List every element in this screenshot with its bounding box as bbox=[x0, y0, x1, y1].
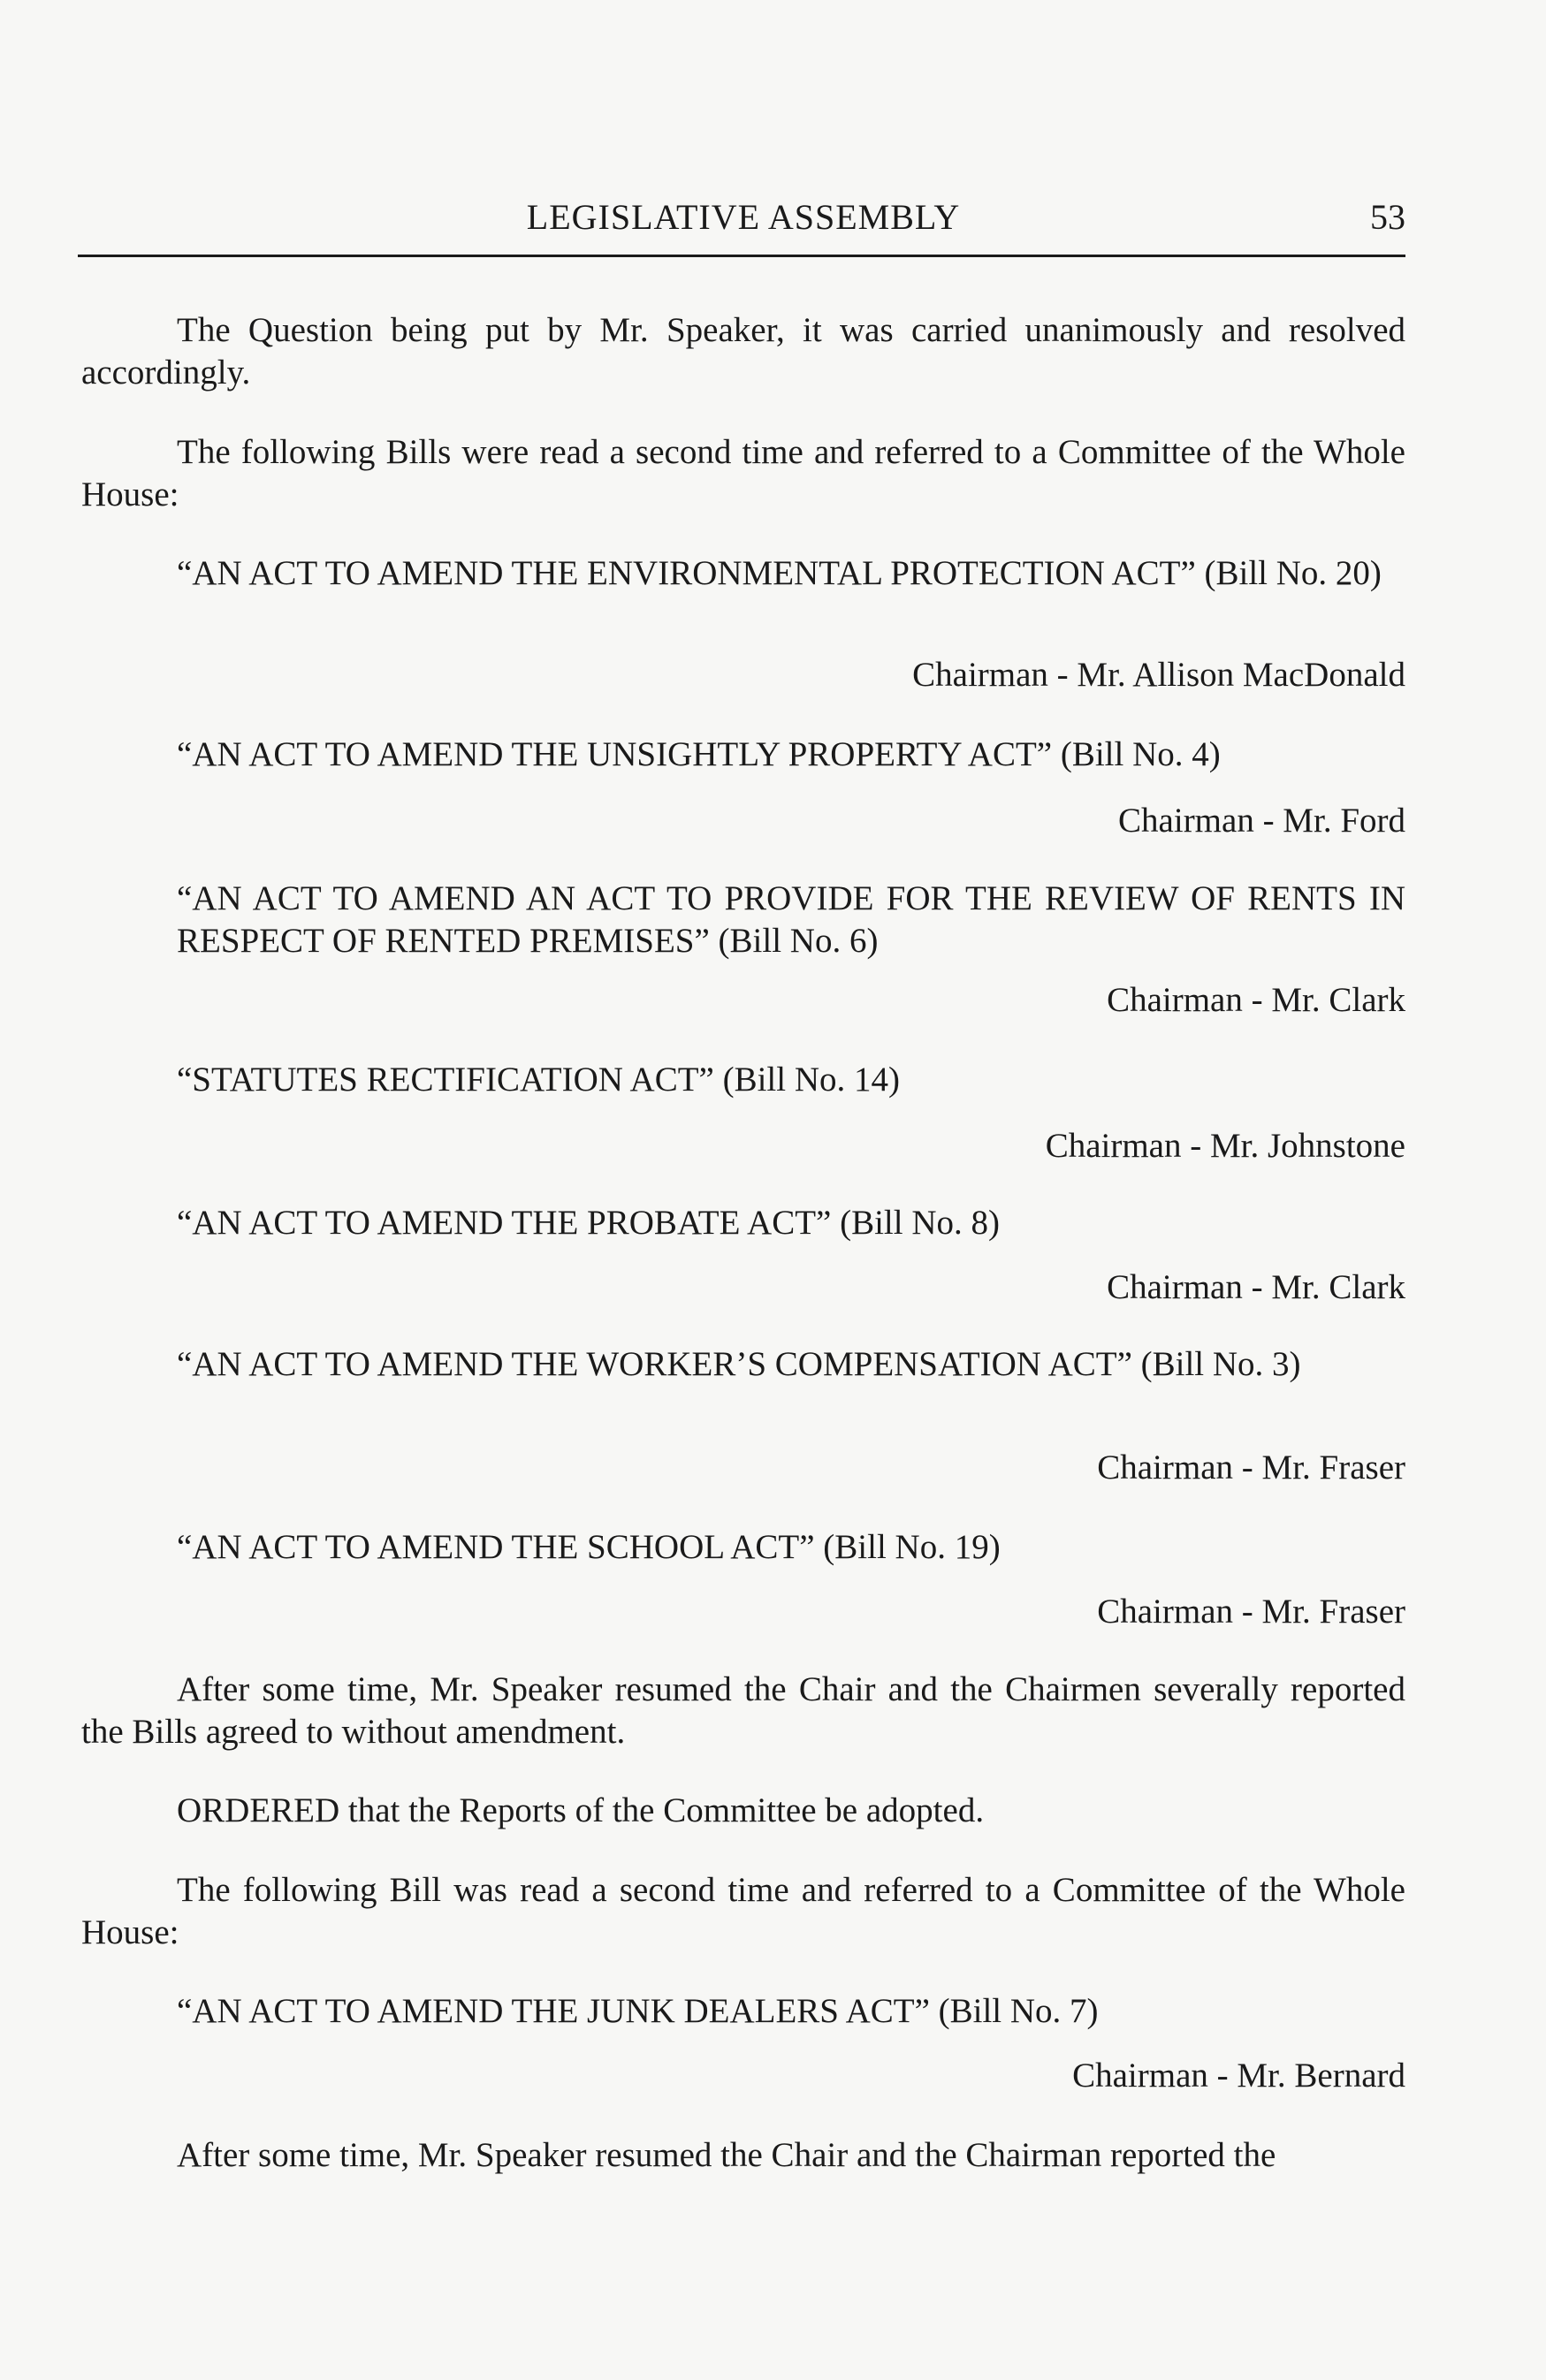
bill-title: “AN ACT TO AMEND THE PROBATE ACT” (Bill No. 8) bbox=[177, 1204, 1000, 1242]
bill-chairman: Chairman - Mr. Clark bbox=[1107, 981, 1405, 1019]
bill-title: “AN ACT TO AMEND THE WORKER’S COMPENSATION ACT” (Bill No. 3) bbox=[177, 1345, 1301, 1383]
bill-chairman: Chairman - Mr. Ford bbox=[1118, 802, 1405, 840]
bill-chairman: Chairman - Mr. Fraser bbox=[1097, 1449, 1405, 1487]
bill-title: “AN ACT TO AMEND THE UNSIGHTLY PROPERTY ACT” (Bill No. 4) bbox=[177, 735, 1221, 773]
bill-chairman: Chairman - Mr. Fraser bbox=[1097, 1593, 1405, 1631]
bill-title: “AN ACT TO AMEND THE ENVIRONMENTAL PROTECTION ACT” (Bill No. 20) bbox=[177, 554, 1382, 592]
paragraph-speaker-resumed-continued: After some time, Mr. Speaker resumed the Chair and the Chairman reported the bbox=[177, 2136, 1276, 2174]
running-title: LEGISLATIVE ASSEMBLY bbox=[526, 197, 961, 237]
page-header bbox=[81, 196, 1405, 249]
paragraph-bill-second-reading: The following Bill was read a second time and referred to a Committee of the Whole House: bbox=[81, 1871, 1405, 1951]
paragraph-bills-second-reading: The following Bills were read a second time and referred to a Committee of the Whole House: bbox=[81, 433, 1405, 513]
bill-title: “STATUTES RECTIFICATION ACT” (Bill No. 14) bbox=[177, 1061, 901, 1099]
page-number: 53 bbox=[1370, 197, 1405, 237]
bill-title: “AN ACT TO AMEND AN ACT TO PROVIDE FOR THE REVIEW OF RENTS IN RESPECT OF RENTED PREMISES” (Bill No. 6) bbox=[177, 879, 1405, 960]
paragraph-speaker-resumed: After some time, Mr. Speaker resumed the Chair and the Chairmen severally reported the Bills agreed to without amendment. bbox=[81, 1670, 1405, 1751]
bill-title: “AN ACT TO AMEND THE JUNK DEALERS ACT” (Bill No. 7) bbox=[177, 1992, 1099, 2030]
bill-chairman: Chairman - Mr. Johnstone bbox=[1045, 1127, 1405, 1165]
bill-title: “AN ACT TO AMEND THE SCHOOL ACT” (Bill No. 19) bbox=[177, 1528, 1001, 1566]
bill-chairman: Chairman - Mr. Allison MacDonald bbox=[912, 656, 1405, 694]
paragraph-reports-adopted: ORDERED that the Reports of the Committee be adopted. bbox=[177, 1791, 985, 1829]
paragraph-question-carried: The Question being put by Mr. Speaker, it was carried unanimously and resolved accordingly. bbox=[81, 311, 1405, 392]
bill-chairman: Chairman - Mr. Bernard bbox=[1072, 2057, 1405, 2095]
header-rule bbox=[78, 255, 1405, 257]
bill-chairman: Chairman - Mr. Clark bbox=[1107, 1268, 1405, 1306]
